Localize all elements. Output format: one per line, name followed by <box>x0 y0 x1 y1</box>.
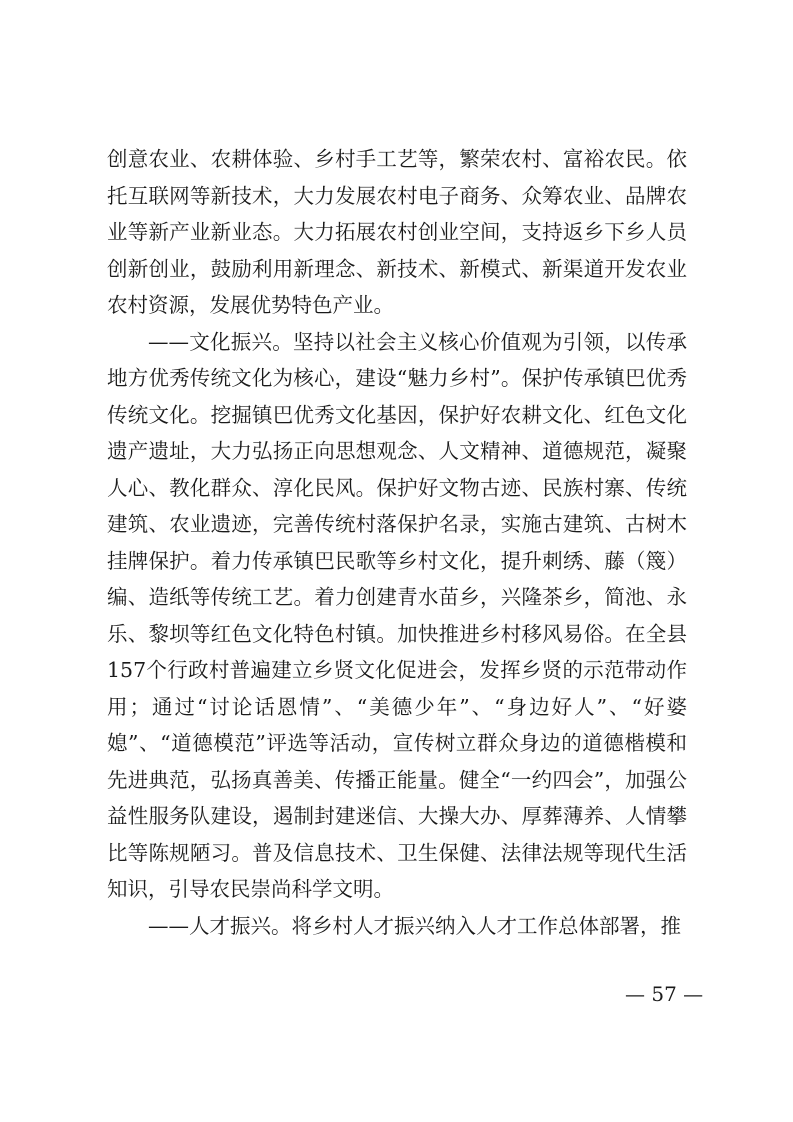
paragraph-cultural-revitalization: ——文化振兴。坚持以社会主义核心价值观为引领，以传承地方优秀传统文化为核心，建设“魅力乡村”。保护传承镇巴优秀传统文化。挖掘镇巴优秀文化基因，保护好农耕文化、红色文化遗产遗址，大力弘扬正向思想观念、人文精神、道德规范，凝聚人心、教化群众、淳化民风。保护好文物古迹、民族村寨、传统建筑、农业遗迹，完善传统村落保护名录，实施古建筑、古树木挂牌保护。着力传承镇巴民歌等乡村文化，提升刺绣、藤（篾）编、造纸等传统工艺。着力创建青水苗乡，兴隆茶乡，简池、永乐、黎坝等红色文化特色村镇。加快推进乡村移风易俗。在全县157个行政村普遍建立乡贤文化促进会，发挥乡贤的示范带动作用；通过“讨论话恩情”、“美德少年”、“身边好人”、“好婆媳”、“道德模范”评选等活动，宣传树立群众身边的道德楷模和先进典范，弘扬真善美、传播正能量。健全“一约四会”，加强公益性服务队建设，遏制封建迷信、大操大办、厚葬薄养、人情攀比等陈规陋习。普及信息技术、卫生保健、法律法规等现代生活知识，引导农民崇尚科学文明。 <box>107 329 687 901</box>
page-number: — 57 — <box>625 982 704 1006</box>
paragraph-talent-revitalization: ——人才振兴。将乡村人才振兴纳入人才工作总体部署，推 <box>148 913 681 938</box>
paragraph-industry-continuation: 创意农业、农耕体验、乡村手工艺等，繁荣农村、富裕农民。依托互联网等新技术，大力发展农村电子商务、众筹农业、品牌农业等新产业新业态。大力拓展农村创业空间，支持返乡下乡人员创新创业，鼓励利用新理念、新技术、新模式、新渠道开发农业农村资源，发展优势特色产业。 <box>107 147 687 317</box>
body-text <box>107 141 687 944</box>
